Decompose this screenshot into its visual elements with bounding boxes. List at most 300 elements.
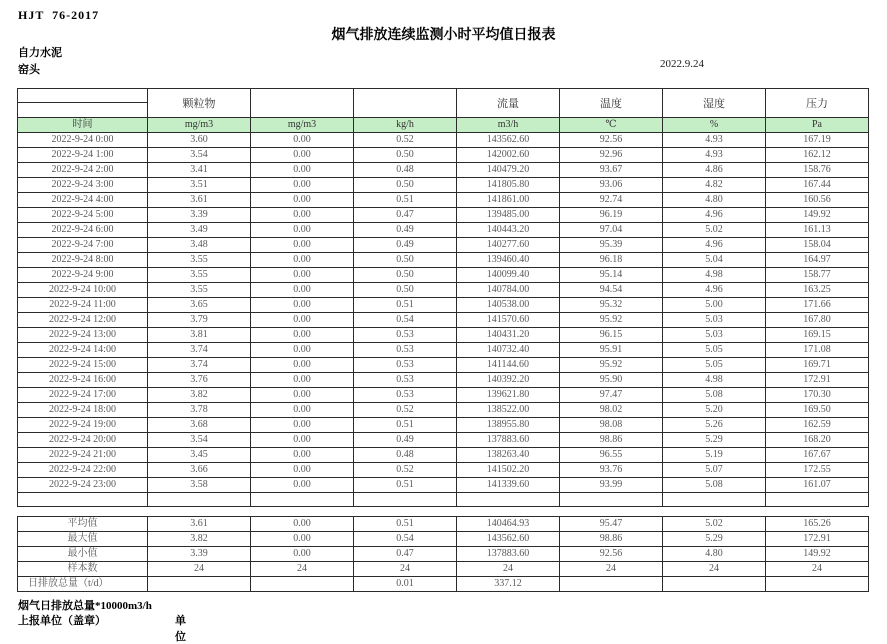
value-cell: 143562.60 <box>457 133 560 148</box>
value-cell: 3.76 <box>148 373 251 388</box>
value-cell: 140732.40 <box>457 343 560 358</box>
hourly-row <box>18 373 869 388</box>
value-cell: 4.98 <box>663 373 766 388</box>
value-cell: 5.08 <box>663 478 766 493</box>
value-cell: 0.49 <box>354 223 457 238</box>
value-cell: 161.07 <box>766 478 869 493</box>
value-cell: 0.00 <box>251 208 354 223</box>
value-cell: 0.50 <box>354 178 457 193</box>
value-cell <box>663 577 766 592</box>
value-cell <box>766 577 869 592</box>
value-cell: 167.67 <box>766 448 869 463</box>
value-cell: 169.71 <box>766 358 869 373</box>
summary-label-cell: 样本数 <box>18 562 148 577</box>
value-cell: 0.48 <box>354 163 457 178</box>
value-cell: 24 <box>766 562 869 577</box>
value-cell: 160.56 <box>766 193 869 208</box>
unit-mg-m3-2: mg/m3 <box>251 118 354 133</box>
value-cell: 95.14 <box>560 268 663 283</box>
value-cell: 169.50 <box>766 403 869 418</box>
column-header-humidity: 湿度 <box>663 89 766 118</box>
value-cell: 143562.60 <box>457 532 560 547</box>
value-cell: 137883.60 <box>457 547 560 562</box>
hourly-row <box>18 328 869 343</box>
empty-row <box>18 493 869 507</box>
report-unit-label: 上报单位（盖章） <box>18 615 106 627</box>
value-cell: 3.48 <box>148 238 251 253</box>
value-cell: 0.00 <box>251 298 354 313</box>
hourly-row <box>18 433 869 448</box>
value-cell: 5.05 <box>663 343 766 358</box>
value-cell: 98.86 <box>560 532 663 547</box>
hourly-row <box>18 208 869 223</box>
time-cell: 2022-9-24 20:00 <box>18 433 148 448</box>
company-name: 自力水泥 <box>18 47 62 59</box>
value-cell: 95.32 <box>560 298 663 313</box>
value-cell <box>560 493 663 507</box>
value-cell: 0.00 <box>251 388 354 403</box>
value-cell: 4.80 <box>663 193 766 208</box>
unit-kg-h: kg/h <box>354 118 457 133</box>
hourly-row <box>18 478 869 493</box>
value-cell: 0.00 <box>251 463 354 478</box>
value-cell: 169.15 <box>766 328 869 343</box>
value-cell: 0.00 <box>251 283 354 298</box>
value-cell: 3.55 <box>148 283 251 298</box>
value-cell: 140277.60 <box>457 238 560 253</box>
value-cell: 0.47 <box>354 208 457 223</box>
value-cell: 3.74 <box>148 343 251 358</box>
value-cell: 95.39 <box>560 238 663 253</box>
time-cell: 2022-9-24 15:00 <box>18 358 148 373</box>
value-cell: 93.99 <box>560 478 663 493</box>
value-cell: 5.03 <box>663 328 766 343</box>
value-cell: 93.76 <box>560 463 663 478</box>
value-cell: 3.54 <box>148 433 251 448</box>
value-cell: 5.26 <box>663 418 766 433</box>
value-cell: 4.96 <box>663 208 766 223</box>
value-cell: 3.41 <box>148 163 251 178</box>
value-cell: 149.92 <box>766 208 869 223</box>
value-cell: 158.04 <box>766 238 869 253</box>
unit-pa: Pa <box>766 118 869 133</box>
hourly-row <box>18 418 869 433</box>
summary-row <box>18 547 869 562</box>
hourly-row <box>18 178 869 193</box>
value-cell <box>251 493 354 507</box>
value-cell: 4.80 <box>663 547 766 562</box>
value-cell <box>766 493 869 507</box>
value-cell: 95.91 <box>560 343 663 358</box>
value-cell: 138263.40 <box>457 448 560 463</box>
hourly-row <box>18 268 869 283</box>
hourly-average-table <box>17 88 869 507</box>
value-cell: 96.15 <box>560 328 663 343</box>
value-cell: 0.00 <box>251 253 354 268</box>
column-header-pressure: 压力 <box>766 89 869 118</box>
value-cell: 4.93 <box>663 148 766 163</box>
summary-table <box>17 516 869 592</box>
value-cell: 0.52 <box>354 463 457 478</box>
value-cell: 0.53 <box>354 388 457 403</box>
value-cell: 24 <box>663 562 766 577</box>
time-cell: 2022-9-24 9:00 <box>18 268 148 283</box>
value-cell: 24 <box>354 562 457 577</box>
value-cell: 0.48 <box>354 448 457 463</box>
value-cell: 141339.60 <box>457 478 560 493</box>
hourly-row <box>18 133 869 148</box>
value-cell: 140431.20 <box>457 328 560 343</box>
value-cell: 168.20 <box>766 433 869 448</box>
hourly-row <box>18 388 869 403</box>
unit-label: 单位 <box>175 615 186 643</box>
value-cell: 172.91 <box>766 532 869 547</box>
time-cell: 2022-9-24 14:00 <box>18 343 148 358</box>
value-cell: 0.00 <box>251 358 354 373</box>
time-cell: 2022-9-24 4:00 <box>18 193 148 208</box>
value-cell: 0.51 <box>354 418 457 433</box>
value-cell: 139485.00 <box>457 208 560 223</box>
value-cell: 3.55 <box>148 253 251 268</box>
value-cell <box>354 493 457 507</box>
summary-label-cell: 最小值 <box>18 547 148 562</box>
value-cell: 3.45 <box>148 448 251 463</box>
page-title: 烟气排放连续监测小时平均值日报表 <box>331 28 556 43</box>
value-cell: 3.54 <box>148 148 251 163</box>
time-cell: 2022-9-24 6:00 <box>18 223 148 238</box>
column-header-blank-2 <box>354 89 457 118</box>
value-cell: 140392.20 <box>457 373 560 388</box>
value-cell: 3.82 <box>148 388 251 403</box>
time-cell: 2022-9-24 16:00 <box>18 373 148 388</box>
value-cell: 140479.20 <box>457 163 560 178</box>
value-cell: 97.47 <box>560 388 663 403</box>
standard-code: HJT 76-2017 <box>18 8 100 22</box>
value-cell: 0.00 <box>251 268 354 283</box>
value-cell: 95.92 <box>560 358 663 373</box>
value-cell: 96.19 <box>560 208 663 223</box>
hourly-row <box>18 403 869 418</box>
value-cell: 0.47 <box>354 547 457 562</box>
value-cell: 96.18 <box>560 253 663 268</box>
value-cell: 163.25 <box>766 283 869 298</box>
value-cell: 0.54 <box>354 532 457 547</box>
monitoring-point: 窑头 <box>18 64 40 76</box>
value-cell: 5.05 <box>663 358 766 373</box>
value-cell: 0.50 <box>354 148 457 163</box>
time-cell: 2022-9-24 1:00 <box>18 148 148 163</box>
value-cell: 3.60 <box>148 133 251 148</box>
value-cell: 4.96 <box>663 238 766 253</box>
value-cell: 0.00 <box>251 547 354 562</box>
value-cell: 0.00 <box>251 238 354 253</box>
time-cell: 2022-9-24 22:00 <box>18 463 148 478</box>
value-cell: 5.00 <box>663 298 766 313</box>
value-cell: 5.29 <box>663 532 766 547</box>
time-cell: 2022-9-24 13:00 <box>18 328 148 343</box>
column-header-blank-1 <box>251 89 354 118</box>
value-cell: 3.82 <box>148 532 251 547</box>
value-cell: 5.07 <box>663 463 766 478</box>
hourly-row <box>18 358 869 373</box>
value-cell: 0.00 <box>251 163 354 178</box>
value-cell: 5.19 <box>663 448 766 463</box>
time-cell: 2022-9-24 11:00 <box>18 298 148 313</box>
value-cell: 0.00 <box>251 148 354 163</box>
hourly-row <box>18 343 869 358</box>
unit-m3-h: m3/h <box>457 118 560 133</box>
value-cell: 167.44 <box>766 178 869 193</box>
hourly-row <box>18 193 869 208</box>
time-cell: 2022-9-24 0:00 <box>18 133 148 148</box>
value-cell: 142002.60 <box>457 148 560 163</box>
value-cell: 3.39 <box>148 547 251 562</box>
value-cell: 24 <box>148 562 251 577</box>
value-cell: 3.58 <box>148 478 251 493</box>
time-cell: 2022-9-24 5:00 <box>18 208 148 223</box>
value-cell: 0.51 <box>354 517 457 532</box>
value-cell <box>663 493 766 507</box>
value-cell: 4.98 <box>663 268 766 283</box>
value-cell: 140784.00 <box>457 283 560 298</box>
value-cell: 92.74 <box>560 193 663 208</box>
value-cell: 0.53 <box>354 328 457 343</box>
value-cell: 3.81 <box>148 328 251 343</box>
value-cell: 0.51 <box>354 298 457 313</box>
value-cell <box>148 493 251 507</box>
value-cell: 0.52 <box>354 403 457 418</box>
value-cell: 0.49 <box>354 238 457 253</box>
value-cell: 5.29 <box>663 433 766 448</box>
value-cell: 3.39 <box>148 208 251 223</box>
value-cell: 0.50 <box>354 253 457 268</box>
time-cell <box>18 493 148 507</box>
summary-label-cell: 日排放总量（t/d） <box>18 577 148 592</box>
value-cell: 0.50 <box>354 283 457 298</box>
hourly-row <box>18 253 869 268</box>
value-cell: 137883.60 <box>457 433 560 448</box>
value-cell: 3.55 <box>148 268 251 283</box>
value-cell: 0.49 <box>354 433 457 448</box>
value-cell: 4.86 <box>663 163 766 178</box>
split-cell-bottom <box>18 103 147 117</box>
value-cell: 96.55 <box>560 448 663 463</box>
split-cell-top <box>18 89 147 103</box>
hourly-row <box>18 283 869 298</box>
value-cell: 172.55 <box>766 463 869 478</box>
value-cell: 0.51 <box>354 478 457 493</box>
value-cell: 140464.93 <box>457 517 560 532</box>
value-cell: 0.00 <box>251 448 354 463</box>
value-cell: 0.01 <box>354 577 457 592</box>
value-cell: 0.53 <box>354 358 457 373</box>
hourly-row <box>18 448 869 463</box>
value-cell: 161.13 <box>766 223 869 238</box>
value-cell: 95.92 <box>560 313 663 328</box>
pollutant-header-row <box>18 89 869 118</box>
value-cell: 3.61 <box>148 193 251 208</box>
value-cell: 0.00 <box>251 223 354 238</box>
value-cell: 0.53 <box>354 343 457 358</box>
value-cell: 4.93 <box>663 133 766 148</box>
value-cell: 0.00 <box>251 193 354 208</box>
unit-celsius: ℃ <box>560 118 663 133</box>
value-cell: 24 <box>560 562 663 577</box>
time-cell: 2022-9-24 10:00 <box>18 283 148 298</box>
value-cell: 0.00 <box>251 418 354 433</box>
summary-row <box>18 562 869 577</box>
value-cell: 0.00 <box>251 478 354 493</box>
hourly-row <box>18 238 869 253</box>
value-cell: 0.53 <box>354 373 457 388</box>
value-cell: 140538.00 <box>457 298 560 313</box>
value-cell: 171.08 <box>766 343 869 358</box>
value-cell: 139621.80 <box>457 388 560 403</box>
value-cell: 149.92 <box>766 547 869 562</box>
value-cell: 0.00 <box>251 373 354 388</box>
time-cell: 2022-9-24 8:00 <box>18 253 148 268</box>
value-cell: 95.90 <box>560 373 663 388</box>
value-cell: 0.00 <box>251 313 354 328</box>
time-cell: 2022-9-24 12:00 <box>18 313 148 328</box>
value-cell: 3.66 <box>148 463 251 478</box>
value-cell: 3.51 <box>148 178 251 193</box>
value-cell: 95.47 <box>560 517 663 532</box>
value-cell: 0.00 <box>251 433 354 448</box>
value-cell: 3.74 <box>148 358 251 373</box>
value-cell <box>560 577 663 592</box>
value-cell: 0.50 <box>354 268 457 283</box>
value-cell: 162.59 <box>766 418 869 433</box>
value-cell <box>251 577 354 592</box>
value-cell: 5.20 <box>663 403 766 418</box>
value-cell: 98.08 <box>560 418 663 433</box>
value-cell: 4.82 <box>663 178 766 193</box>
hourly-row <box>18 148 869 163</box>
value-cell: 0.00 <box>251 328 354 343</box>
time-header: 时间 <box>18 118 148 133</box>
total-emission-note: 烟气日排放总量*10000m3/h <box>18 600 152 612</box>
value-cell: 24 <box>251 562 354 577</box>
time-cell: 2022-9-24 23:00 <box>18 478 148 493</box>
value-cell: 0.00 <box>251 178 354 193</box>
value-cell: 98.86 <box>560 433 663 448</box>
value-cell: 3.68 <box>148 418 251 433</box>
value-cell: 3.61 <box>148 517 251 532</box>
value-cell: 158.77 <box>766 268 869 283</box>
hourly-row <box>18 223 869 238</box>
value-cell: 5.08 <box>663 388 766 403</box>
value-cell: 167.80 <box>766 313 869 328</box>
value-cell: 167.19 <box>766 133 869 148</box>
value-cell: 0.00 <box>251 517 354 532</box>
value-cell: 164.97 <box>766 253 869 268</box>
value-cell: 170.30 <box>766 388 869 403</box>
value-cell: 138522.00 <box>457 403 560 418</box>
value-cell: 94.54 <box>560 283 663 298</box>
value-cell: 141144.60 <box>457 358 560 373</box>
time-cell: 2022-9-24 19:00 <box>18 418 148 433</box>
hourly-row <box>18 163 869 178</box>
time-cell: 2022-9-24 18:00 <box>18 403 148 418</box>
value-cell: 0.51 <box>354 193 457 208</box>
value-cell: 98.02 <box>560 403 663 418</box>
value-cell <box>457 493 560 507</box>
value-cell: 138955.80 <box>457 418 560 433</box>
unit-header-row <box>18 118 869 133</box>
value-cell: 93.06 <box>560 178 663 193</box>
value-cell: 172.91 <box>766 373 869 388</box>
time-cell: 2022-9-24 17:00 <box>18 388 148 403</box>
value-cell: 0.00 <box>251 343 354 358</box>
value-cell: 24 <box>457 562 560 577</box>
value-cell: 92.56 <box>560 547 663 562</box>
value-cell: 5.03 <box>663 313 766 328</box>
value-cell: 141570.60 <box>457 313 560 328</box>
hourly-row <box>18 298 869 313</box>
value-cell: 97.04 <box>560 223 663 238</box>
value-cell: 92.56 <box>560 133 663 148</box>
hourly-rows <box>18 133 869 507</box>
time-cell: 2022-9-24 3:00 <box>18 178 148 193</box>
value-cell: 5.02 <box>663 223 766 238</box>
value-cell: 141805.80 <box>457 178 560 193</box>
value-cell: 165.26 <box>766 517 869 532</box>
value-cell: 5.02 <box>663 517 766 532</box>
footer-line <box>18 612 186 643</box>
value-cell: 0.00 <box>251 133 354 148</box>
value-cell: 3.65 <box>148 298 251 313</box>
value-cell: 0.00 <box>251 403 354 418</box>
value-cell: 337.12 <box>457 577 560 592</box>
value-cell: 162.12 <box>766 148 869 163</box>
value-cell: 158.76 <box>766 163 869 178</box>
value-cell: 171.66 <box>766 298 869 313</box>
summary-label-cell: 最大值 <box>18 532 148 547</box>
value-cell: 3.49 <box>148 223 251 238</box>
value-cell: 4.96 <box>663 283 766 298</box>
time-cell: 2022-9-24 2:00 <box>18 163 148 178</box>
value-cell: 0.54 <box>354 313 457 328</box>
value-cell: 140443.20 <box>457 223 560 238</box>
value-cell: 93.67 <box>560 163 663 178</box>
value-cell: 141861.00 <box>457 193 560 208</box>
summary-row <box>18 577 869 592</box>
value-cell: 139460.40 <box>457 253 560 268</box>
summary-row <box>18 517 869 532</box>
summary-row <box>18 532 869 547</box>
summary-label-cell: 平均值 <box>18 517 148 532</box>
unit-percent: % <box>663 118 766 133</box>
value-cell: 0.00 <box>251 532 354 547</box>
summary-rows <box>18 517 869 592</box>
value-cell: 5.04 <box>663 253 766 268</box>
hourly-row <box>18 463 869 478</box>
value-cell: 140099.40 <box>457 268 560 283</box>
value-cell: 141502.20 <box>457 463 560 478</box>
value-cell <box>148 577 251 592</box>
value-cell: 3.79 <box>148 313 251 328</box>
value-cell: 3.78 <box>148 403 251 418</box>
value-cell: 92.96 <box>560 148 663 163</box>
value-cell: 0.52 <box>354 133 457 148</box>
column-header-temperature: 温度 <box>560 89 663 118</box>
column-header-particulate: 颗粒物 <box>148 89 251 118</box>
time-cell: 2022-9-24 7:00 <box>18 238 148 253</box>
column-header-flow: 流量 <box>457 89 560 118</box>
hourly-row <box>18 313 869 328</box>
time-cell: 2022-9-24 21:00 <box>18 448 148 463</box>
